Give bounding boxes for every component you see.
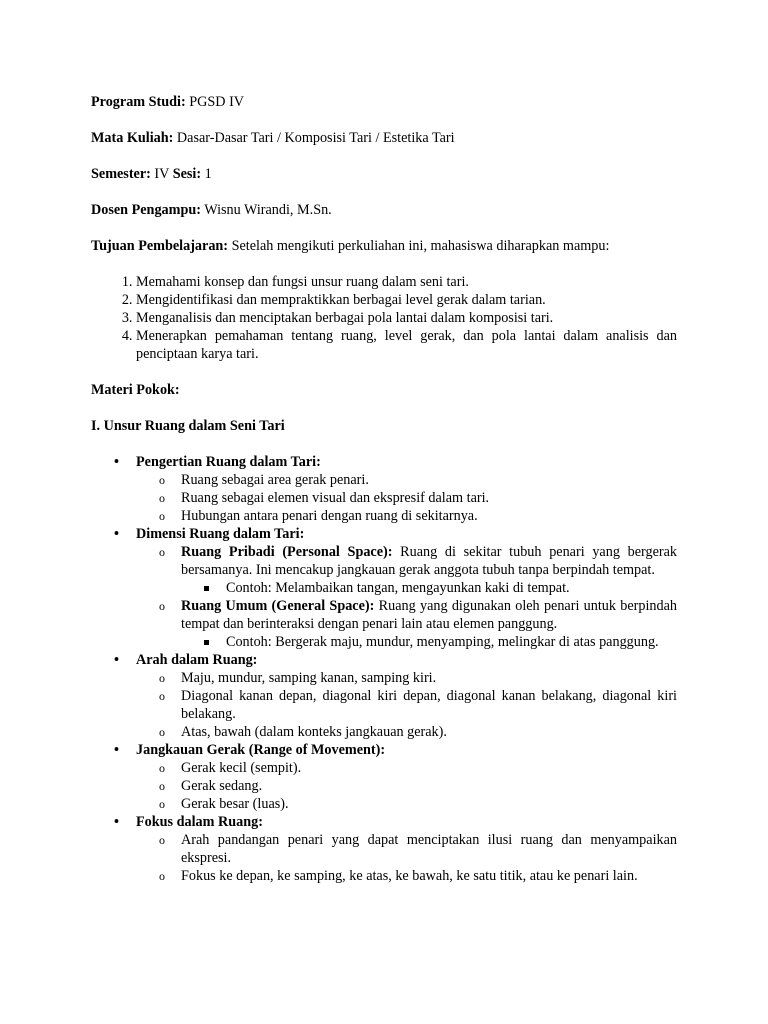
topic-title: Dimensi Ruang dalam Tari: — [136, 526, 305, 542]
ruang-pribadi-label: Ruang Pribadi (Personal Space): — [181, 544, 393, 560]
list-item: o Gerak sedang. — [181, 777, 677, 795]
list-item-ruang-pribadi — [181, 543, 677, 597]
document-body — [91, 93, 677, 885]
example-list — [181, 633, 677, 651]
program-value: PGSD IV — [185, 94, 245, 110]
section-title: I. Unsur Ruang dalam Seni Tari — [91, 418, 285, 434]
topic-title: Arah dalam Ruang: — [136, 652, 258, 668]
list-item-ruang-umum — [181, 597, 677, 651]
lecturer-line — [91, 201, 677, 219]
subtopic-list — [136, 759, 677, 813]
list-item: o Fokus ke depan, ke samping, ke atas, ke bawah, ke satu titik, atau ke penari lain. — [181, 867, 677, 885]
list-item: o Hubungan antara penari dengan ruang di sekitarnya. — [181, 507, 677, 525]
example-item: Contoh: Melambaikan tangan, mengayunkan kaki di tempat. — [226, 579, 677, 597]
list-item: o Gerak kecil (sempit). — [181, 759, 677, 777]
lecturer-value: Wisnu Wirandi, M.Sn. — [200, 202, 332, 218]
objective-item: 4. Menerapkan pemahaman tentang ruang, level gerak, dan pola lantai dalam analisis dan penciptaan karya tari. — [136, 327, 677, 363]
list-item: o Arah pandangan penari yang dapat menciptakan ilusi ruang dan menyampaikan ekspresi. — [181, 831, 677, 867]
lecturer-label: Dosen Pengampu: — [91, 202, 201, 218]
topic-jangkauan — [136, 741, 677, 813]
materi-heading — [91, 381, 677, 399]
topic-title: Pengertian Ruang dalam Tari: — [136, 454, 321, 470]
goal-line — [91, 237, 677, 255]
topic-fokus — [136, 813, 677, 885]
goal-label: Tujuan Pembelajaran: — [91, 238, 229, 254]
topic-title: Jangkauan Gerak (Range of Movement): — [136, 742, 386, 758]
topic-title: Fokus dalam Ruang: — [136, 814, 263, 830]
objective-item: 3. Menganalisis dan menciptakan berbagai pola lantai dalam komposisi tari. — [136, 309, 677, 327]
example-list — [181, 579, 677, 597]
course-value: Dasar-Dasar Tari / Komposisi Tari / Estetika Tari — [173, 130, 455, 146]
materi-label: Materi Pokok: — [91, 382, 180, 398]
semester-label: Semester: — [91, 166, 151, 182]
list-item: o Ruang sebagai elemen visual dan ekspresif dalam tari. — [181, 489, 677, 507]
ruang-pribadi-text: Ruang di sekitar tubuh penari yang bergerak bersamanya. Ini mencakup jangkauan gerak anggota tubuh tanpa berpindah tempat. — [181, 544, 677, 578]
objective-item: 2. Mengidentifikasi dan mempraktikkan berbagai level gerak dalam tarian. — [136, 291, 677, 309]
topic-dimensi — [136, 525, 677, 651]
goal-value: Setelah mengikuti perkuliahan ini, mahasiswa diharapkan mampu: — [228, 238, 610, 254]
list-item: o Ruang sebagai area gerak penari. — [181, 471, 677, 489]
list-item: o Atas, bawah (dalam konteks jangkauan gerak). — [181, 723, 677, 741]
objective-item: 1. Memahami konsep dan fungsi unsur ruang dalam seni tari. — [136, 273, 677, 291]
session-value: 1 — [201, 166, 212, 182]
session-label: Sesi: — [172, 166, 202, 182]
list-item: o Maju, mundur, samping kanan, samping kiri. — [181, 669, 677, 687]
list-item: o Diagonal kanan depan, diagonal kiri depan, diagonal kanan belakang, diagonal kiri belakang. — [181, 687, 677, 723]
objectives-list — [91, 273, 677, 363]
semester-value: IV — [150, 166, 173, 182]
list-item: o Gerak besar (luas). — [181, 795, 677, 813]
subtopic-list — [136, 543, 677, 651]
program-label: Program Studi: — [91, 94, 186, 110]
course-label: Mata Kuliah: — [91, 130, 174, 146]
program-line — [91, 93, 677, 111]
topic-arah — [136, 651, 677, 741]
example-item: Contoh: Bergerak maju, mundur, menyamping, melingkar di atas panggung. — [226, 633, 677, 651]
topic-pengertian — [136, 453, 677, 525]
semester-line — [91, 165, 677, 183]
ruang-umum-label: Ruang Umum (General Space): — [181, 598, 375, 614]
course-line — [91, 129, 677, 147]
subtopic-list — [136, 669, 677, 741]
subtopic-list — [136, 471, 677, 525]
ruang-umum-text: Ruang yang digunakan oleh penari untuk berpindah tempat dan berinteraksi dengan penari lain atau elemen panggung. — [181, 598, 678, 632]
topic-list — [91, 453, 677, 885]
subtopic-list — [136, 831, 677, 885]
